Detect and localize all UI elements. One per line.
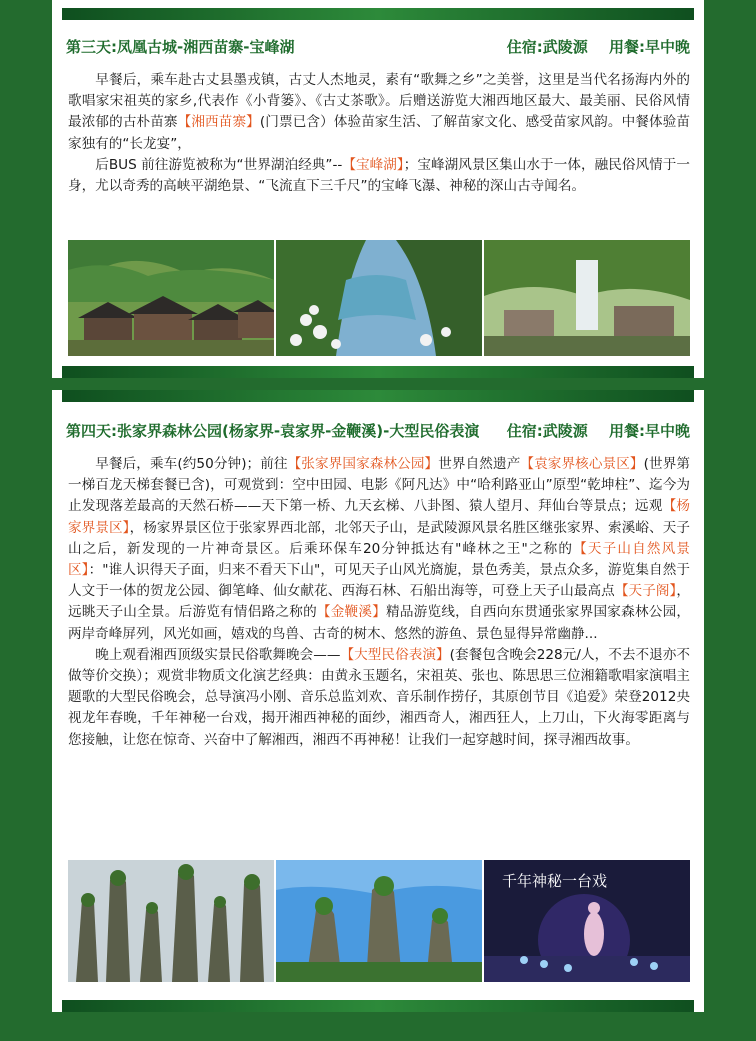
bottom-divider-bar xyxy=(62,1000,694,1012)
bottom-divider-bar xyxy=(62,366,694,378)
highlight-tianzi-mountain: 【天子山自然风景区】 xyxy=(68,540,690,579)
top-divider-bar xyxy=(62,8,694,20)
top-divider-bar xyxy=(62,390,694,402)
day4-description xyxy=(68,454,690,751)
day3-accommodation: 住宿:武陵源 xyxy=(506,38,588,56)
highlight-folk-show: 【大型民俗表演】 xyxy=(340,646,450,663)
day4-paragraph-2: 晚上观看湘西顶级实景民俗歌舞晚会——【大型民俗表演】(套餐包含晚会228元/人，不去不退亦不做等价交换）；观赏非物质文化演艺经典：由黄永玉题名，宋祖英、张也、陈思思三位湘籍歌唱家演唱主题歌的大型民俗晚会，总导演冯小刚、音乐总监刘欢、音乐制作捞仔，其原创节目《追爱》荣登2012央视龙年春晚，千年神秘一台戏，揭开湘西神秘的面纱，湘西奇人，湘西狂人，上刀山，下火海零距离与您接触，让您在惊奇、兴奋中了解湘西，湘西不再神秘！让我们一起穿越时间，探寻湘西故事。 xyxy=(68,646,691,748)
day4-accommodation: 住宿:武陵源 xyxy=(506,422,588,440)
day3-header xyxy=(66,36,690,57)
day3-paragraph-2: 后BUS 前往游览被称为“世界湖泊经典”--【宝峰湖】；宝峰湖风景区集山水于一体，融民俗风情于一身，尤以奇秀的高峡平湖绝景、“飞流直下三千尺”的宝峰飞瀑、神秘的深山古寺闻名。 xyxy=(68,156,690,195)
day3-title: 第三天:凤凰古城-湘西苗寨-宝峰湖 xyxy=(66,38,295,56)
highlight-yangjiajie: 【杨家界景区】 xyxy=(68,498,691,536)
day3-description xyxy=(68,70,690,197)
highlight-forest-park: 【张家界国家森林公园】 xyxy=(287,456,439,472)
highlight-miao-village: 【湘西苗寨】 xyxy=(177,114,260,131)
show-title-text: 千年神秘一台戏 xyxy=(502,872,608,890)
day4-meals: 用餐:早中晚 xyxy=(609,422,690,440)
day4-photo-row xyxy=(68,860,690,982)
highlight-baofeng-lake: 【宝峰湖】 xyxy=(342,156,404,173)
highlight-tianzi-pavilion: 【天子阁】 xyxy=(614,583,677,600)
sandstone-peaks-photo xyxy=(68,860,274,982)
day4-paragraph-1: 早餐后，乘车(约50分钟)；前往【张家界国家森林公园】世界自然遗产【袁家界核心景区】(世界第一梯百龙天梯套餐已含)，可观赏到：空中田园、电影《阿凡达》中“哈利路亚山”原型“乾坤柱”、迄今为止发现落差最高的天然石桥——天下第一桥、九天玄梯、八卦图、猿人望月、拜仙台等景点；远观【杨家界景区】，杨家界景区位于张家界西北部，北邻天子山，是武陵源风景名胜区继张家界、索溪峪、天子山之后，新发现的一片神奇景区。后乘环保车20分钟抵达有"峰林之王"之称的【天子山自然风景区】："谁人识得天子面，归来不看天下山"，可见天子山风光旖旎，景色秀美，景点众多，游览集自然于人文于一体的贺龙公园、御笔峰、仙女献花、西海石林、石船出海等，可登上天子山最高点【天子阁】，远眺天子山全景。后游览有情侣路之称的【金鞭溪】精品游览线，自西向东贯通张家界国家森林公园，两岸奇峰屏列，风光如画，嬉戏的鸟兽、古奇的树木、悠然的游鱼、景色显得异常幽静... xyxy=(68,456,691,642)
tianzi-mountain-photo xyxy=(276,860,482,982)
day3-meals: 用餐:早中晚 xyxy=(609,38,690,56)
day3-section xyxy=(52,0,704,378)
highlight-golden-whip-stream: 【金鞭溪】 xyxy=(316,604,387,621)
miao-village-photo xyxy=(68,240,274,356)
day4-header xyxy=(66,420,690,441)
day4-title: 第四天:张家界森林公园(杨家界-袁家界-金鞭溪)-大型民俗表演 xyxy=(66,422,480,440)
highlight-yuanjiajie: 【袁家界核心景区】 xyxy=(520,456,644,472)
waterfall-temple-photo xyxy=(484,240,690,356)
baofeng-lake-photo xyxy=(276,240,482,356)
day3-paragraph-1: 早餐后，乘车赴古丈县墨戎镇，古丈人杰地灵，素有“歌舞之乡”之美誉，这里是当代名扬海内外的歌唱家宋祖英的家乡,代表作《小背篓》、《古丈茶歌》。后赠送游览大湘西地区最大、最美丽、民俗风情最浓郁的古朴苗寨【湘西苗寨】(门票已含）体验苗家生活、了解苗家文化、感受苗家风韵。中餐体验苗家独有的“长龙宴”， xyxy=(68,72,691,152)
day4-section xyxy=(52,390,704,1012)
folk-performance-photo xyxy=(484,860,690,982)
day3-photo-row xyxy=(68,240,690,356)
